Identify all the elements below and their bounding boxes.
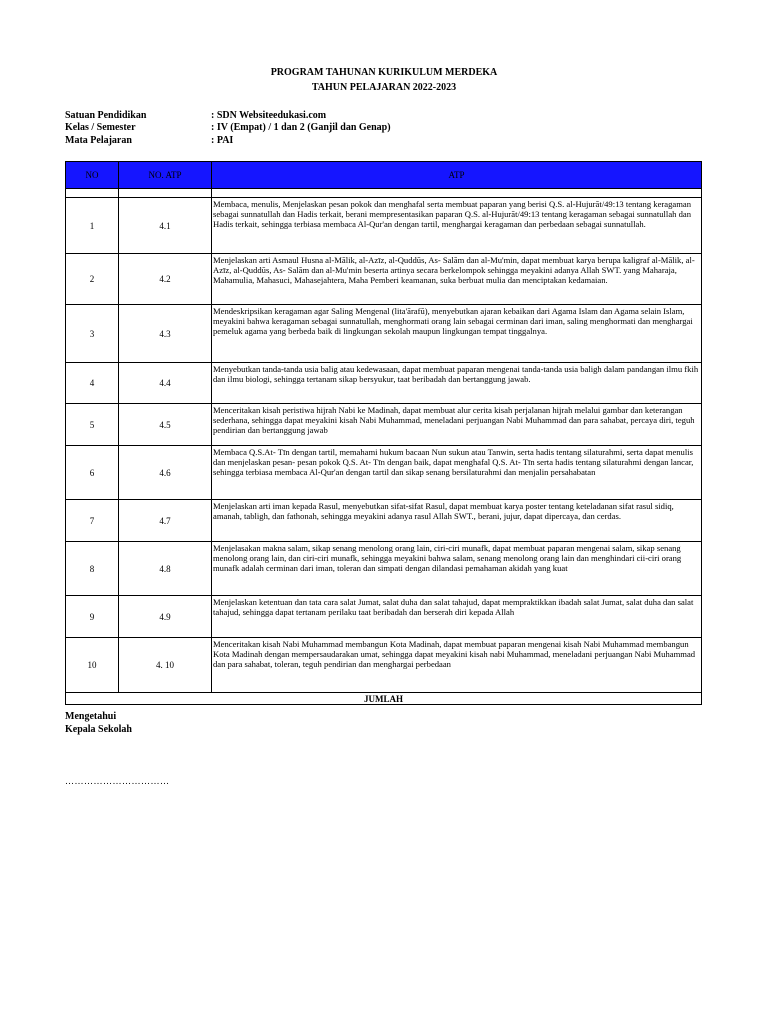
document-subtitle: TAHUN PELAJARAN 2022-2023 <box>311 82 457 93</box>
row-atp-text: Menyebutkan tanda-tanda usia balig atau kedewasaan, dapat membuat paparan mengenai tanda-tanda usia baligh dalam pandangan ilmu fkih dan ilmu biologi, sehingga tertanam sikap bersyukur, taat beribadah dan bertanggung jawab. <box>212 363 702 404</box>
row-atp-no: 4. 10 <box>119 638 212 693</box>
row-atp-text: Menceritakan kisah peristiwa hijrah Nabi ke Madinah, dapat membuat alur cerita kisah perjalanan hijrah melalui gambar dan keterangan sederhana, sehingga dapat meyakini kisah Nabi Muhammad, meneladani perjuangan Nabi Muhammad dan para sahabat, percaya diri, teguh pendirian dan bertanggung jawab <box>212 404 702 446</box>
row-atp-no: 4.3 <box>119 305 212 363</box>
row-atp-no: 4.2 <box>119 254 212 305</box>
row-atp-text: Mendeskripsikan keragaman agar Saling Mengenal (lita'ārafū), menyebutkan ajaran kebaikan dari Agama Islam dan Agama selain Islam, meyakini bahwa keragaman sebagai sunnatullah, menghormati orang lain sebagai cerminan dari iman, saling menghormati dan menghargai pemeluk agama yang berbeda baik di lingkungan sekolah maupun lingkungan tempat tinggalnya. <box>212 305 702 363</box>
row-atp-no: 4.8 <box>119 542 212 596</box>
row-atp-no: 4.5 <box>119 404 212 446</box>
meta-school-label: Satuan Pendidikan <box>65 110 147 121</box>
row-atp-no: 4.9 <box>119 596 212 638</box>
row-no: 2 <box>66 254 119 305</box>
row-atp-no: 4.1 <box>119 198 212 254</box>
row-atp-text: Menjelasakan makna salam, sikap senang menolong orang lain, ciri-ciri munafk, dapat membuat paparan mengenai salam, sikap senang menolong orang lain, dan ciri-ciri munafk, sehingga meyakini bahwa salam, senang menolong orang lain dan menghindari cii-ciri orang munafk adalah cerminan dari iman, toleran dan simpati dengan dilandasi pemahaman akidah yang kuat <box>212 542 702 596</box>
row-atp-text: Menceritakan kisah Nabi Muhammad membangun Kota Madinah, dapat membuat paparan mengenai kisah Nabi Muhammad membangun Kota Madinah dengan mempersaudarakan umat, sehingga dapat meyakini kisah nabi Muhammad, meneladani perjuangan Nabi Muhammad dan para sahabat, toleran, teguh pendirian dan menghargai perbedaan <box>212 638 702 693</box>
row-no: 5 <box>66 404 119 446</box>
meta-school-value: : SDN Websiteedukasi.com <box>211 110 327 121</box>
total-row <box>66 693 702 705</box>
table-row <box>66 446 702 500</box>
row-no: 10 <box>66 638 119 693</box>
row-atp-text: Menjelaskan arti Asmaul Husna al-Mālik, al-Azīz, al-Quddūs, As- Salām dan al-Mu'min, dapat membuat karya berupa kaligraf al-Mālik, al-Azīz, al-Quddūs, As- Salām dan al-Mu'min beserta artinya secara berkelompok sehingga meyakini adanya Allah SWT. yang Maharaja, Mahamulia, Mahasuci, Mahasejahtera, Maha Pemberi keamanan, suka berbuat mulia dan menciptakan kedamaian. <box>212 254 702 305</box>
row-atp-no: 4.7 <box>119 500 212 542</box>
table-row <box>66 404 702 446</box>
total-label: JUMLAH <box>66 693 702 705</box>
row-atp-text: Menjelaskan arti iman kepada Rasul, menyebutkan sifat-sifat Rasul, dapat membuat karya poster tentang keteladanan sifat rasul sidiq, amanah, tabligh, dan fathonah, sehingga meyakini adanya rasul Allah SWT., berani, jujur, dapat dipercaya, dan cerdas. <box>212 500 702 542</box>
table-row <box>66 198 702 254</box>
meta-subject-value: : PAI <box>211 135 234 146</box>
signature-title: Kepala Sekolah <box>65 724 132 735</box>
table-row <box>66 542 702 596</box>
table-row <box>66 363 702 404</box>
meta-class-value: : IV (Empat) / 1 dan 2 (Ganjil dan Genap) <box>211 122 391 133</box>
column-header-no: NO <box>66 162 119 189</box>
row-atp-text: Membaca Q.S.At- Tīn dengan tartil, memahami hukum bacaan Nun sukun atau Tanwin, serta hadis tentang silaturahmi, serta dapat menulis dan menjelaskan pesan- pesan pokok Q.S. At- Tīn dengan baik, dapat menghafal Q.S. At- Tīn serta hadis tentang silaturahmi dengan lancar, sehingga terbiasa membaca Al-Qur'an dengan tartil dan sikap senang bersilaturahmi dan menjalin persahabatan <box>212 446 702 500</box>
table-row <box>66 596 702 638</box>
header-gap-row <box>66 189 702 198</box>
meta-class-label: Kelas / Semester <box>65 122 136 133</box>
row-atp-text: Membaca, menulis, Menjelaskan pesan pokok dan menghafal serta membuat paparan yang berisi Q.S. al-Hujurāt/49:13 tentang keragaman sebagai sunnatullah dan Hadis terkait, berani mempresentasikan paparan Q.S. al-Hujurāt/49:13 tentang keragaman sebagai sunnatullah dan Hadis terkait, sehingga terbiasa membaca Al-Qur'an dengan tartil, menghargai keragaman dan perbedaan sebagai sunnatullah. <box>212 198 702 254</box>
signature-line: …………………………… <box>65 776 170 786</box>
row-no: 6 <box>66 446 119 500</box>
document-title: PROGRAM TAHUNAN KURIKULUM MERDEKA <box>270 67 498 78</box>
row-atp-no: 4.6 <box>119 446 212 500</box>
table-row <box>66 254 702 305</box>
column-header-atp: ATP <box>212 162 702 189</box>
row-no: 8 <box>66 542 119 596</box>
row-atp-no: 4.4 <box>119 363 212 404</box>
row-no: 7 <box>66 500 119 542</box>
atp-table <box>65 161 702 705</box>
row-no: 9 <box>66 596 119 638</box>
row-no: 3 <box>66 305 119 363</box>
meta-subject-label: Mata Pelajaran <box>65 135 132 146</box>
column-header-atp-no: NO. ATP <box>119 162 212 189</box>
row-no: 1 <box>66 198 119 254</box>
table-row <box>66 305 702 363</box>
table-row <box>66 500 702 542</box>
table-header-row <box>66 162 702 189</box>
table-row <box>66 638 702 693</box>
signature-acknowledge: Mengetahui <box>65 711 117 722</box>
row-atp-text: Menjelaskan ketentuan dan tata cara salat Jumat, salat duha dan salat tahajud, dapat mempraktikkan ibadah salat Jumat, salat duha dan salat tahajud, sehingga dapat tertanam perilaku taat beribadah dan berserah diri kepada Allah <box>212 596 702 638</box>
row-no: 4 <box>66 363 119 404</box>
